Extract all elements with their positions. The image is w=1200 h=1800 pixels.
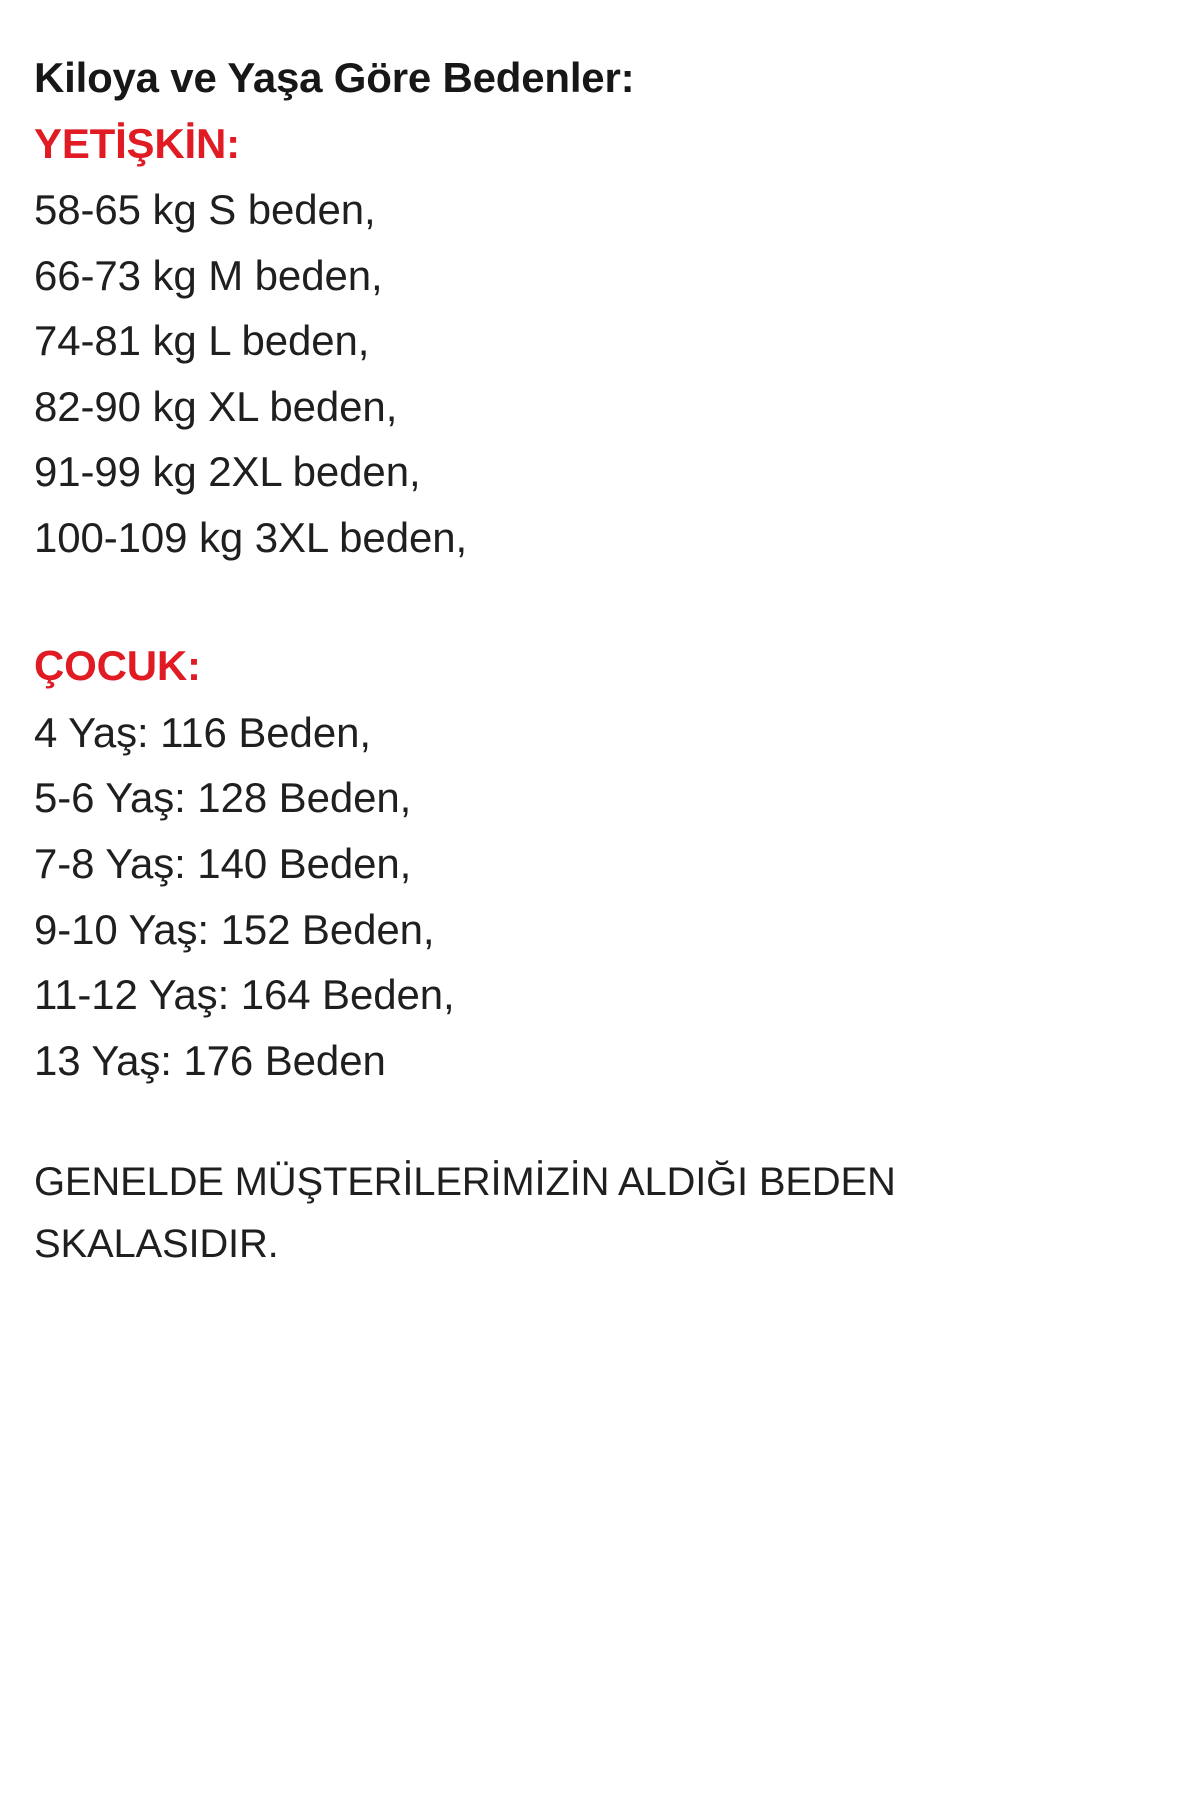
page-title: Kiloya ve Yaşa Göre Bedenler:	[34, 54, 635, 101]
list-item: 100-109 kg 3XL beden,	[34, 513, 468, 561]
adult-size-list	[34, 177, 1160, 570]
footer-spacer	[34, 1093, 1160, 1151]
footer-note-line-1: GENELDE MÜŞTERİLERİMİZİN ALDIĞI BEDEN	[34, 1160, 896, 1205]
list-item: 13 Yaş: 176 Beden	[34, 1036, 386, 1084]
list-item: 82-90 kg XL beden,	[34, 382, 398, 430]
child-size-list	[34, 700, 1160, 1093]
list-item: 91-99 kg 2XL beden,	[34, 448, 421, 496]
list-item: 74-81 kg L beden,	[34, 317, 370, 365]
list-item: 58-65 kg S beden,	[34, 186, 376, 234]
list-item: 66-73 kg M beden,	[34, 251, 383, 299]
list-item: 9-10 Yaş: 152 Beden,	[34, 905, 435, 953]
list-item: 5-6 Yaş: 128 Beden,	[34, 774, 412, 822]
list-item: 4 Yaş: 116 Beden,	[34, 708, 371, 756]
adult-section-heading: YETİŞKİN:	[34, 119, 240, 167]
section-spacer	[34, 570, 1160, 636]
child-section-heading: ÇOCUK:	[34, 642, 201, 690]
footer-note-line-2: SKALASIDIR.	[34, 1222, 279, 1267]
list-item: 7-8 Yaş: 140 Beden,	[34, 840, 412, 887]
list-item: 11-12 Yaş: 164 Beden,	[34, 971, 455, 1019]
